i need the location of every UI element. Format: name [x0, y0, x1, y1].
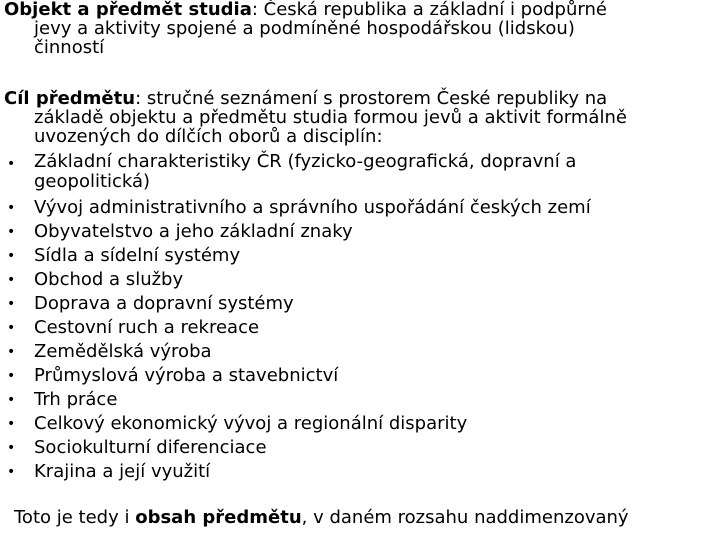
- bullet-icon: •: [7, 320, 16, 336]
- subject-object-text-1: : Česká republika a základní i podpůrné: [251, 0, 607, 20]
- bullet-icon: •: [7, 156, 16, 172]
- subject-object-term: Objekt a předmět studia: [4, 0, 252, 20]
- topic-text: Cestovní ruch a rekreace: [34, 317, 260, 338]
- subject-object-paragraph: [4, 0, 716, 57]
- bullet-icon: •: [7, 344, 16, 360]
- bullet-icon: •: [7, 416, 16, 432]
- summary-term: obsah předmětu: [135, 507, 302, 528]
- course-goal-line-2: základě objektu a předmětu studia formou jevů a aktivit formálně: [34, 107, 627, 128]
- topic-list-item: [4, 220, 716, 244]
- topic-text: Sociokulturní diferenciace: [34, 437, 267, 458]
- bullet-icon: •: [7, 392, 16, 408]
- topic-text: Celkový ekonomický vývoj a regionální disparity: [34, 413, 468, 434]
- bullet-icon: •: [7, 224, 16, 240]
- bullet-icon: •: [7, 200, 16, 216]
- topic-text: Krajina a její využití: [34, 461, 211, 482]
- topic-list-item: [4, 244, 716, 268]
- topic-list-item: [4, 436, 716, 460]
- bullet-icon: •: [7, 296, 16, 312]
- subject-object-line-3: činností: [34, 37, 105, 58]
- topic-text: Obyvatelstvo a jeho základní znaky: [34, 221, 353, 242]
- topic-text: Trh práce: [34, 389, 118, 410]
- topic-list-item: [4, 152, 716, 196]
- bullet-icon: •: [7, 272, 16, 288]
- topic-list-item: [4, 316, 716, 340]
- summary-text-after: , v daném rozsahu naddimenzovaný: [301, 507, 629, 528]
- topic-list-item: [4, 460, 716, 484]
- topic-text: Obchod a služby: [34, 269, 184, 290]
- topic-list-item: [4, 268, 716, 292]
- topic-text: Doprava a dopravní systémy: [34, 293, 294, 314]
- topic-list-item: [4, 340, 716, 364]
- course-goal-text-1: : stručné seznámení s prostorem České republiky na: [135, 88, 608, 109]
- topic-text: Základní charakteristiky ČR (fyzicko-geografická, dopravní a: [34, 151, 577, 172]
- bullet-icon: •: [7, 248, 16, 264]
- topic-text: Vývoj administrativního a správního uspořádání českých zemí: [34, 197, 591, 218]
- topic-text: geopolitická): [34, 171, 151, 192]
- summary-text-before: Toto je tedy i: [14, 507, 136, 528]
- subject-object-line-1: [4, 0, 716, 19]
- topic-list-item: [4, 364, 716, 388]
- course-goal-term: Cíl předmětu: [4, 88, 136, 109]
- subject-object-line-2: jevy a aktivity spojené a podmíněné hospodářskou (lidskou): [34, 18, 575, 39]
- bullet-icon: •: [7, 368, 16, 384]
- course-goal-line-3: uvozených do dílčích oborů a disciplín:: [34, 126, 383, 147]
- topic-list-item: [4, 412, 716, 436]
- topic-text: Zemědělská výroba: [34, 341, 212, 362]
- topic-text: Průmyslová výroba a stavebnictví: [34, 365, 339, 386]
- topic-list-item: [4, 196, 716, 220]
- topic-list: [4, 152, 716, 484]
- bullet-icon: •: [7, 440, 16, 456]
- topic-text: Sídla a sídelní systémy: [34, 245, 241, 266]
- bullet-icon: •: [7, 464, 16, 480]
- course-goal-line-1: [4, 89, 716, 108]
- course-goal-paragraph: [4, 89, 716, 146]
- topic-list-item: [4, 388, 716, 412]
- topic-list-item: [4, 292, 716, 316]
- summary-sentence: [14, 507, 714, 529]
